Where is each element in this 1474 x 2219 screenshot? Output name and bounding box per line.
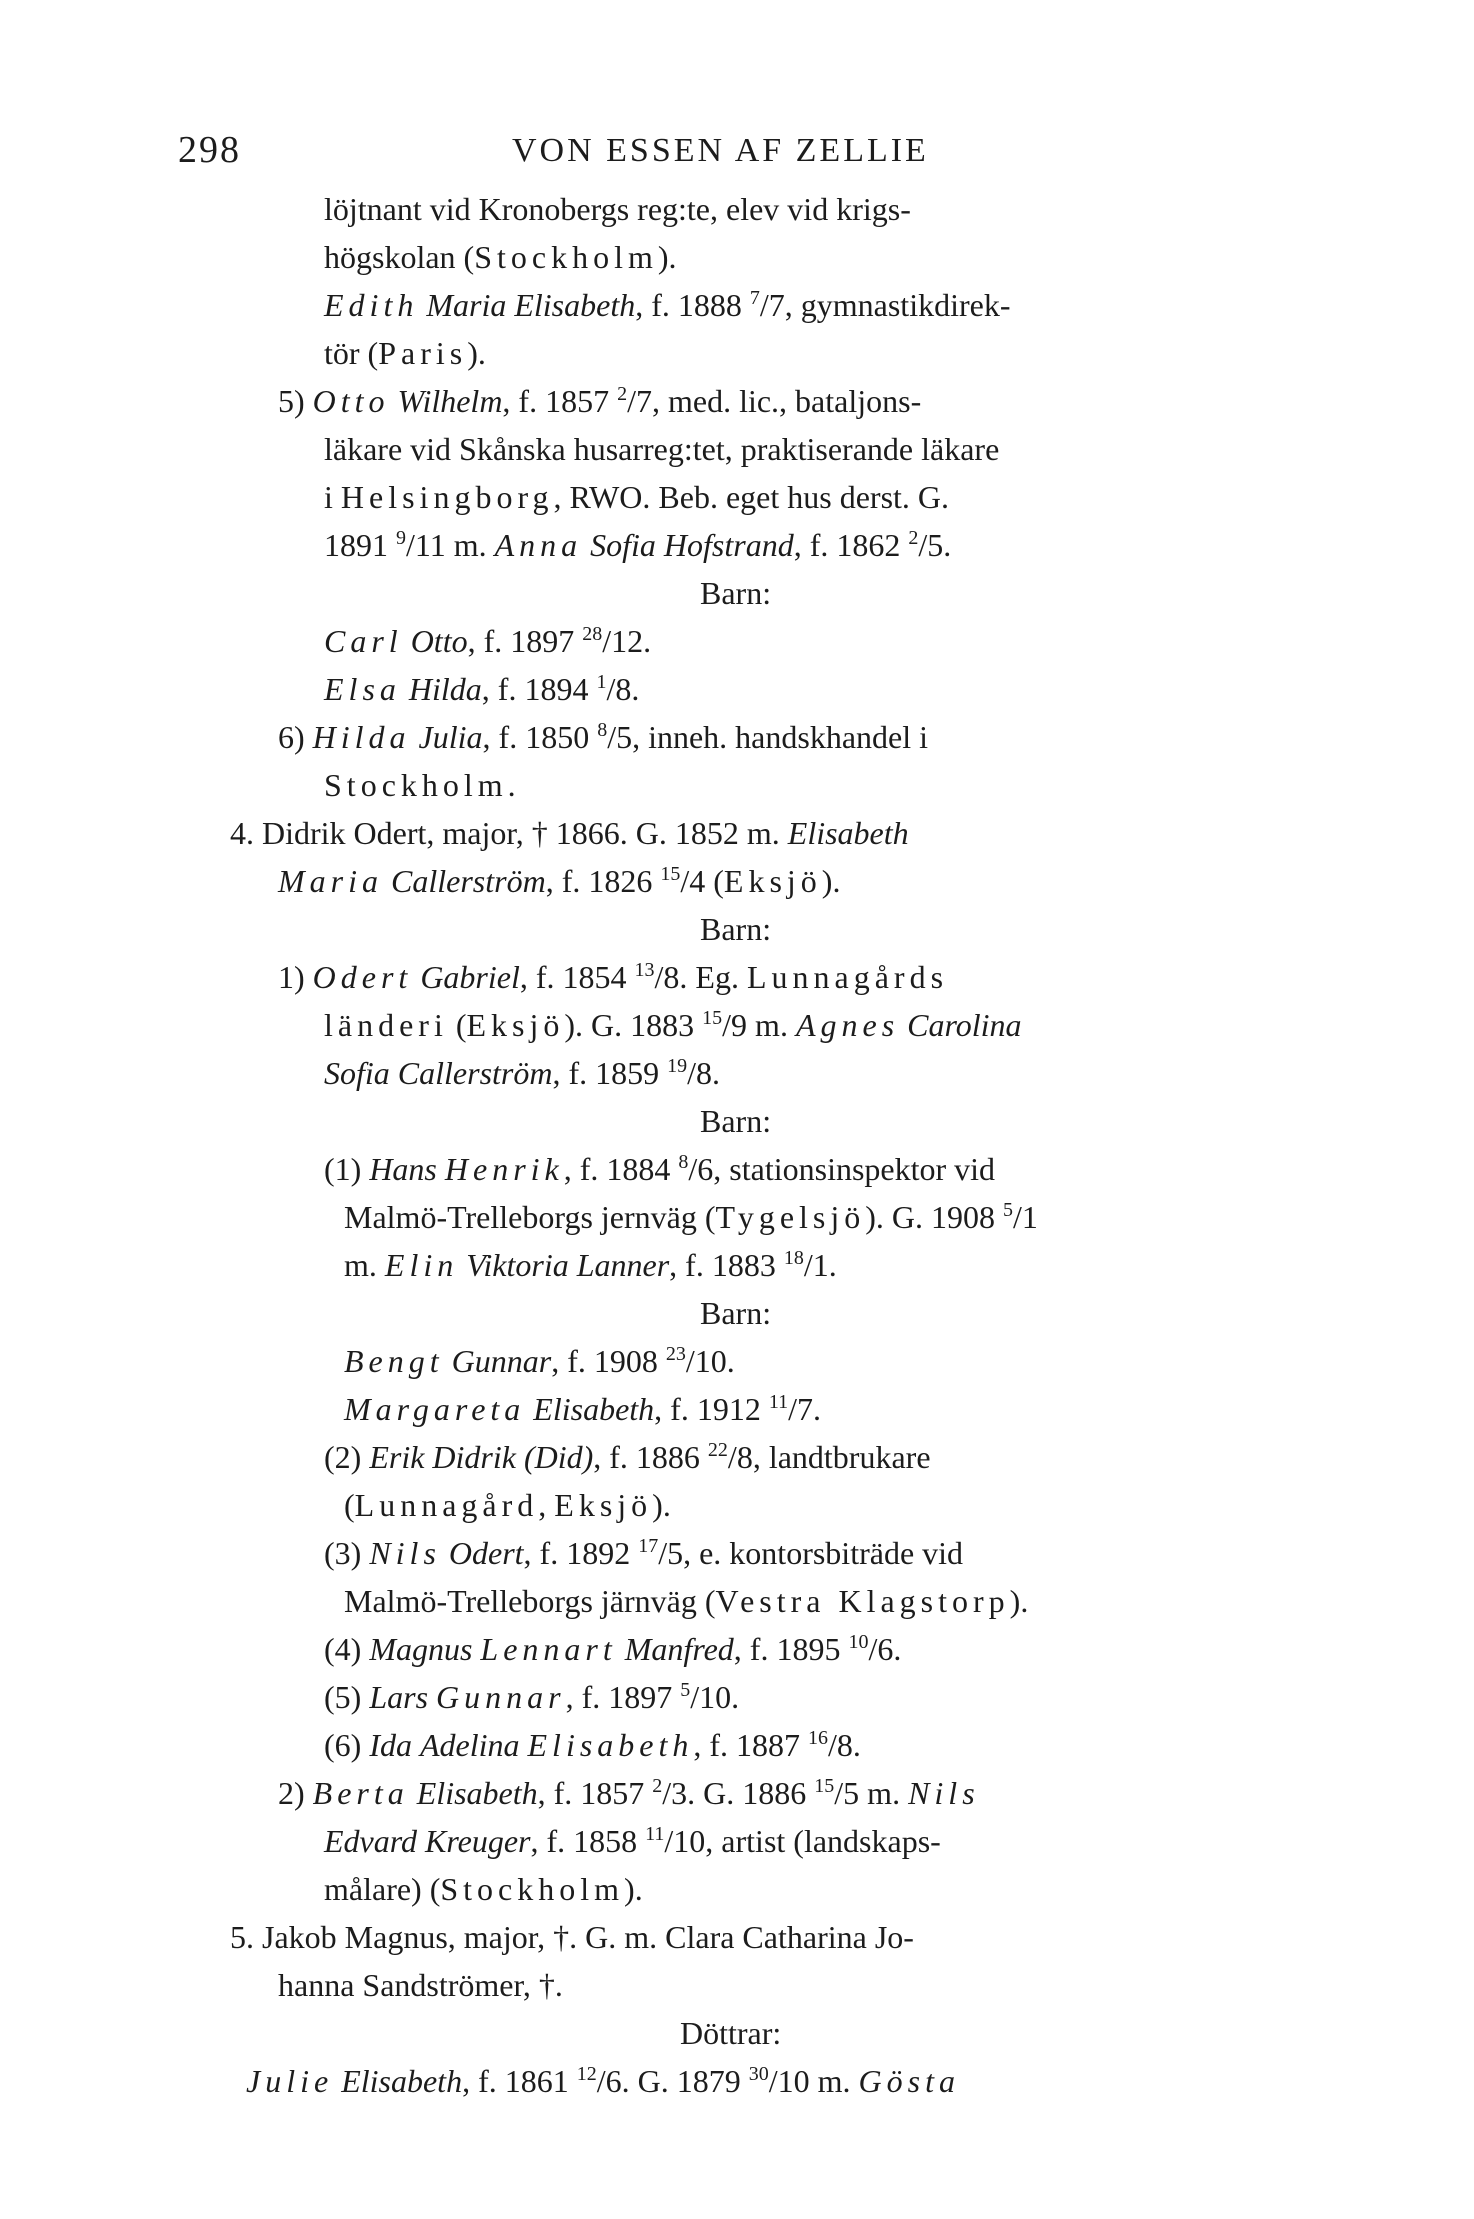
text-line <box>0 1338 1474 1384</box>
text-line <box>0 1098 1474 1144</box>
superscript-day: 17 <box>638 1535 659 1557</box>
text-segment: Gunnar <box>451 1343 552 1379</box>
text-segment: Stockholm <box>440 1871 625 1907</box>
superscript-day: 8 <box>597 719 608 741</box>
text-segment <box>390 383 398 419</box>
text-line <box>0 1578 1474 1624</box>
text-segment: Manfred <box>624 1631 734 1667</box>
text-segment: Hilda <box>408 671 482 707</box>
text-segment: Erik <box>369 1439 425 1475</box>
text-segment: (2) <box>324 1439 370 1475</box>
text-segment: , f. 1826 <box>545 863 661 899</box>
text-segment: , f. 1908 <box>551 1343 666 1379</box>
superscript-day: 15 <box>660 863 681 885</box>
superscript-day: 10 <box>848 1631 869 1653</box>
text-segment: Tygelsjö <box>715 1199 866 1235</box>
text-segment: Elisabeth <box>787 815 909 851</box>
text-segment: /9 m. <box>722 1007 796 1043</box>
text-segment: Hilda <box>312 719 411 755</box>
text-line <box>0 1770 1474 1816</box>
text-segment <box>412 1727 420 1763</box>
superscript-day: 19 <box>667 1055 688 1077</box>
text-segment <box>409 1775 417 1811</box>
text-line <box>0 906 1474 952</box>
text-segment: /5, e. kontorsbiträde vid <box>658 1535 964 1571</box>
text-segment: hanna Sandströmer, †. <box>278 1967 563 2003</box>
superscript-day: 18 <box>783 1247 804 1269</box>
text-segment: Otto <box>312 383 390 419</box>
text-segment: (5) <box>324 1679 370 1715</box>
text-line <box>0 234 1474 280</box>
text-segment: /1. <box>803 1247 837 1283</box>
text-segment: . <box>507 767 516 803</box>
text-line <box>0 282 1474 328</box>
text-line <box>0 1674 1474 1720</box>
text-line <box>0 474 1474 520</box>
text-segment: Henrik <box>444 1151 564 1187</box>
text-segment: ). <box>467 335 486 371</box>
text-segment: Barn: <box>700 1295 772 1331</box>
text-segment: Gösta <box>858 2063 960 2099</box>
superscript-day: 2 <box>617 383 628 405</box>
text-segment: ). <box>1009 1583 1029 1619</box>
text-line <box>0 666 1474 712</box>
text-segment: /5, inneh. handskhandel i <box>607 719 929 755</box>
text-segment <box>441 1535 449 1571</box>
text-segment: /6. G. 1879 <box>596 2063 749 2099</box>
text-segment: högskolan ( <box>324 239 475 275</box>
text-segment: m. <box>344 1247 385 1283</box>
text-segment: Maria <box>278 863 383 899</box>
text-segment: /10 m. <box>768 2063 859 2099</box>
text-segment: Paris <box>378 335 468 371</box>
text-segment <box>428 1679 436 1715</box>
text-segment <box>899 1007 907 1043</box>
text-line <box>0 714 1474 760</box>
text-line <box>0 810 1474 856</box>
text-segment: , f. 1897 <box>565 1679 681 1715</box>
text-segment: tör ( <box>324 335 379 371</box>
text-segment: /4 ( <box>680 863 724 899</box>
text-segment: /7. <box>788 1391 821 1427</box>
superscript-day: 28 <box>582 623 603 645</box>
text-segment <box>520 1727 528 1763</box>
text-segment: /5. <box>918 527 952 563</box>
text-segment: /7, gymnastikdirek- <box>759 287 1011 323</box>
text-segment: Didrik (Did) <box>432 1439 594 1475</box>
text-segment: Odert <box>448 1535 524 1571</box>
text-line <box>0 1242 1474 1288</box>
text-segment: 5) <box>278 383 313 419</box>
text-segment: /8. <box>687 1055 721 1091</box>
text-line <box>0 1386 1474 1432</box>
text-segment: 2) <box>278 1775 313 1811</box>
text-segment: ). <box>652 1487 671 1523</box>
text-segment: , <box>538 1487 555 1523</box>
text-segment: i <box>324 479 341 515</box>
text-segment: , f. 1888 <box>635 287 750 323</box>
text-segment: Magnus <box>369 1631 473 1667</box>
text-segment: Margareta <box>344 1391 526 1427</box>
superscript-day: 5 <box>1003 1199 1014 1221</box>
text-segment: (1) <box>324 1151 370 1187</box>
text-segment: (4) <box>324 1631 370 1667</box>
text-segment: , f. 1887 <box>693 1727 809 1763</box>
text-segment <box>444 1343 452 1379</box>
text-segment: Vestra Klagstorp <box>715 1583 1010 1619</box>
text-segment: 1) <box>278 959 313 995</box>
text-line <box>0 1050 1474 1096</box>
text-segment: Eksjö <box>723 863 822 899</box>
text-line <box>0 858 1474 904</box>
text-segment: 4. Didrik Odert, major, † 1866. G. 1852 m. <box>230 815 788 851</box>
text-line <box>0 2058 1474 2104</box>
text-segment: Barn: <box>700 1103 772 1139</box>
text-segment: Edvard Kreuger <box>324 1823 531 1859</box>
text-segment: ). <box>624 1871 643 1907</box>
text-line <box>0 522 1474 568</box>
text-segment: , f. 1859 <box>552 1055 668 1091</box>
text-line <box>0 426 1474 472</box>
text-line <box>0 1722 1474 1768</box>
text-segment: , f. 1850 <box>482 719 598 755</box>
text-segment: ( <box>344 1487 355 1523</box>
text-line <box>0 2010 1474 2056</box>
text-segment: Nils <box>908 1775 980 1811</box>
text-segment: Eksjö <box>466 1007 565 1043</box>
text-segment: 1891 <box>324 527 396 563</box>
text-segment <box>582 527 590 563</box>
text-segment: , f. 1857 <box>502 383 618 419</box>
running-head: VON ESSEN AF ZELLIE <box>512 132 929 169</box>
text-segment: Julie <box>246 2063 334 2099</box>
text-line <box>0 1194 1474 1240</box>
text-segment: /5 m. <box>834 1775 909 1811</box>
text-segment: , f. 1897 <box>467 623 583 659</box>
text-segment: /12. <box>602 623 652 659</box>
superscript-day: 15 <box>702 1007 723 1029</box>
superscript-day: 12 <box>576 2063 597 2085</box>
text-line <box>0 186 1474 232</box>
text-segment: , f. 1883 <box>669 1247 784 1283</box>
text-segment: (6) <box>324 1727 370 1763</box>
text-segment: ). G. 1908 <box>865 1199 1004 1235</box>
superscript-day: 9 <box>396 527 406 549</box>
superscript-day: 11 <box>645 1823 665 1845</box>
text-segment: Lars <box>369 1679 429 1715</box>
text-segment: /10. <box>690 1679 740 1715</box>
text-segment <box>411 719 419 755</box>
text-segment: Elisabeth <box>527 1727 694 1763</box>
text-line <box>0 1290 1474 1336</box>
superscript-day: 16 <box>808 1727 829 1749</box>
text-line <box>0 1866 1474 1912</box>
text-segment: Sofia Callerström <box>324 1055 553 1091</box>
superscript-day: 23 <box>665 1343 686 1365</box>
superscript-day: 5 <box>680 1679 691 1701</box>
text-segment: 6) <box>278 719 313 755</box>
text-segment: Ida <box>369 1727 412 1763</box>
text-line <box>0 1002 1474 1048</box>
superscript-day: 1 <box>596 671 607 693</box>
text-segment: Odert <box>312 959 413 995</box>
text-segment: , f. 1858 <box>530 1823 646 1859</box>
text-segment <box>401 671 409 707</box>
text-segment: Döttrar: <box>680 2015 782 2051</box>
text-segment: Helsingborg <box>340 479 554 515</box>
text-segment: ( <box>447 1007 467 1043</box>
text-line <box>0 1146 1474 1192</box>
text-segment: Lunnagård <box>354 1487 539 1523</box>
text-line <box>0 1818 1474 1864</box>
page-number: 298 <box>178 129 241 171</box>
text-line <box>0 762 1474 808</box>
text-segment: /8. <box>606 671 640 707</box>
text-segment: /6. <box>868 1631 902 1667</box>
text-segment: , f. 1861 <box>462 2063 577 2099</box>
text-segment: /1 <box>1013 1199 1038 1235</box>
text-line <box>0 1626 1474 1672</box>
text-segment: Barn: <box>700 575 772 611</box>
text-segment: /8. <box>828 1727 861 1763</box>
text-line <box>0 1530 1474 1576</box>
superscript-day: 11 <box>768 1391 789 1413</box>
text-segment: , f. 1886 <box>593 1439 708 1475</box>
text-segment: Julia <box>418 719 483 755</box>
text-segment <box>333 2063 341 2099</box>
text-segment: /8. Eg. <box>654 959 747 995</box>
text-segment: Wilhelm <box>397 383 503 419</box>
text-segment: Malmö-Trelleborgs järnväg ( <box>344 1583 716 1619</box>
text-segment: , f. 1894 <box>481 671 597 707</box>
text-line <box>0 618 1474 664</box>
text-line <box>0 1962 1474 2008</box>
text-segment: Lennart <box>480 1631 617 1667</box>
text-segment: , f. 1884 <box>563 1151 679 1187</box>
text-segment: Elisabeth <box>416 1775 538 1811</box>
text-segment: Nils <box>369 1535 441 1571</box>
text-segment: Elsa <box>324 671 401 707</box>
text-segment: Hans <box>369 1151 437 1187</box>
text-segment: målare) ( <box>324 1871 441 1907</box>
text-segment: Malmö-Trelleborgs jernväg ( <box>344 1199 716 1235</box>
text-line <box>0 570 1474 616</box>
superscript-day: 15 <box>814 1775 835 1797</box>
text-segment: länderi <box>324 1007 448 1043</box>
text-segment: Agnes <box>795 1007 900 1043</box>
text-segment: 5. Jakob Magnus, major, †. G. m. Clara Catharina Jo- <box>230 1919 914 1955</box>
text-segment: /6, stationsinspektor vid <box>688 1151 996 1187</box>
text-segment: Elisabeth <box>341 2063 463 2099</box>
text-segment: , f. 1854 <box>519 959 635 995</box>
text-segment: Otto <box>410 623 468 659</box>
superscript-day: 30 <box>748 2063 769 2085</box>
text-segment: , RWO. Beb. eget hus derst. G. <box>553 479 950 515</box>
text-segment: (3) <box>324 1535 370 1571</box>
text-segment <box>617 1631 625 1667</box>
text-segment: ). <box>657 239 677 275</box>
superscript-day: 2 <box>908 527 919 549</box>
text-line <box>0 954 1474 1000</box>
superscript-day: 22 <box>707 1439 728 1461</box>
page-header <box>0 128 1474 172</box>
text-line <box>0 1914 1474 1960</box>
text-segment: /8, landtbrukare <box>727 1439 931 1475</box>
text-segment: Adelina <box>419 1727 520 1763</box>
text-segment: , f. 1895 <box>733 1631 849 1667</box>
superscript-day: 2 <box>652 1775 663 1797</box>
text-segment: Gunnar <box>436 1679 566 1715</box>
text-segment: /11 m. <box>406 527 495 563</box>
text-segment: Stockholm <box>324 767 508 803</box>
text-segment: Bengt <box>344 1343 444 1379</box>
text-segment: Elin <box>384 1247 459 1283</box>
text-segment: /7, med. lic., bataljons- <box>627 383 922 419</box>
text-segment: , f. 1892 <box>523 1535 639 1571</box>
text-segment: Anna <box>494 527 583 563</box>
text-segment: Barn: <box>700 911 772 947</box>
text-segment: , f. 1912 <box>654 1391 769 1427</box>
text-segment: Sofia Hofstrand <box>590 527 794 563</box>
text-segment: löjtnant vid Kronobergs reg:te, elev vid krigs- <box>324 191 911 227</box>
superscript-day: 8 <box>678 1151 689 1173</box>
text-segment: Carolina <box>907 1007 1022 1043</box>
text-segment: läkare vid Skånska husarreg:tet, praktiserande läkare <box>324 431 1000 467</box>
text-segment: Elisabeth <box>533 1391 655 1427</box>
text-segment: , f. 1857 <box>537 1775 653 1811</box>
text-segment: ). <box>821 863 841 899</box>
text-segment: Viktoria Lanner <box>466 1247 670 1283</box>
text-segment: Edith <box>324 287 419 323</box>
text-line <box>0 330 1474 376</box>
text-segment: Eksjö <box>554 1487 653 1523</box>
text-segment: Callerström <box>391 863 546 899</box>
text-line <box>0 378 1474 424</box>
text-segment: , f. 1862 <box>793 527 909 563</box>
text-segment: Berta <box>312 1775 409 1811</box>
text-segment: /10, artist (landskaps- <box>664 1823 941 1859</box>
superscript-day: 7 <box>749 287 760 309</box>
text-segment <box>403 623 411 659</box>
text-segment: ). G. 1883 <box>564 1007 703 1043</box>
superscript-day: 13 <box>634 959 655 981</box>
text-segment <box>437 1151 445 1187</box>
text-segment: /3. G. 1886 <box>662 1775 815 1811</box>
text-segment: Lunnagårds <box>746 959 949 995</box>
text-line <box>0 1482 1474 1528</box>
text-segment: Carl <box>324 623 403 659</box>
text-segment: Maria Elisabeth <box>426 287 636 323</box>
text-segment: Gabriel <box>420 959 520 995</box>
text-segment: /10. <box>685 1343 735 1379</box>
text-segment: Stockholm <box>474 239 658 275</box>
text-line <box>0 1434 1474 1480</box>
text-segment <box>383 863 391 899</box>
